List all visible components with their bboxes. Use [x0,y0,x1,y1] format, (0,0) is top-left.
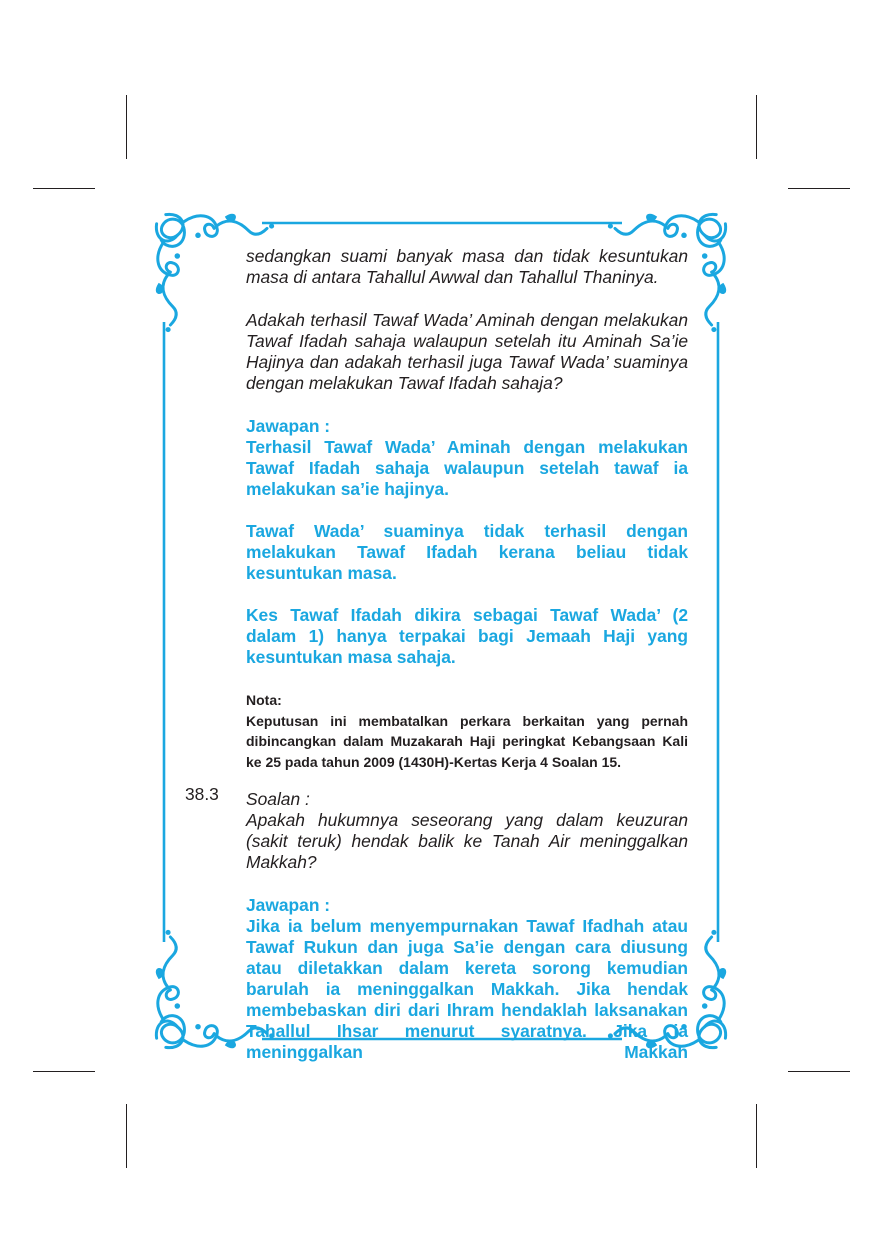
answer-paragraph-case: Kes Tawaf Ifadah dikira sebagai Tawaf Wada’ (2 dalam 1) hanya terpakai bagi Jemaah Haji yang kesuntukan masa sahaja. [246,605,688,667]
paragraph-context: sedangkan suami banyak masa dan tidak kesuntukan masa di antara Tahallul Awwal dan Tahallul Thaninya. [246,246,688,287]
note-text: Keputusan ini membatalkan perkara berkaitan yang pernah dibincangkan dalam Muzakarah Haji peringkat Kebangsaan Kali ke 25 pada tahun 2009 (1430H)-Kertas Kerja 4 Soalan 15. [246,712,688,770]
question-label: Soalan : [246,789,310,810]
answer-label: Jawapan : [246,416,331,436]
page-content [246,246,688,1063]
answer-label-38-3: Jawapan : [246,895,331,916]
paragraph-question-aminah: Adakah terhasil Tawaf Wada’ Aminah dengan melakukan Tawaf Ifadah sahaja walaupun setelah itu Aminah Sa’ie Hajinya dan adakah terhasil juga Tawaf Wada’ suaminya dengan melakukan Tawaf Ifadah sahaja? [246,310,688,393]
question-text: Apakah hukumnya seseorang yang dalam keuzuran (sakit teruk) hendak balik ke Tanah Air meninggalkan Makkah? [246,810,688,873]
note-label: Nota: [246,692,282,708]
answer-paragraph-husband: Tawaf Wada’ suaminya tidak terhasil dengan melakukan Tawaf Ifadah kerana beliau tidak kesuntukan masa. [246,521,688,583]
answer-text-38-3: Jika ia belum menyempurnakan Tawaf Ifadhah atau Tawaf Rukun dan juga Sa’ie dengan cara diusung atau diletakkan dalam kereta sorong kemudian barulah ia meninggalkan Makkah. Jika hendak membebaskan diri dari Ihram hendaklah laksanakan Tahallul Ihsar menurut syaratnya. Jika ia meninggalkan Makkah [246,916,688,1063]
answer-text: Terhasil Tawaf Wada’ Aminah dengan melakukan Tawaf Ifadah sahaja walaupun setelah tawaf ia melakukan sa’ie hajinya. [246,437,688,499]
question-number: 38.3 [185,784,219,804]
